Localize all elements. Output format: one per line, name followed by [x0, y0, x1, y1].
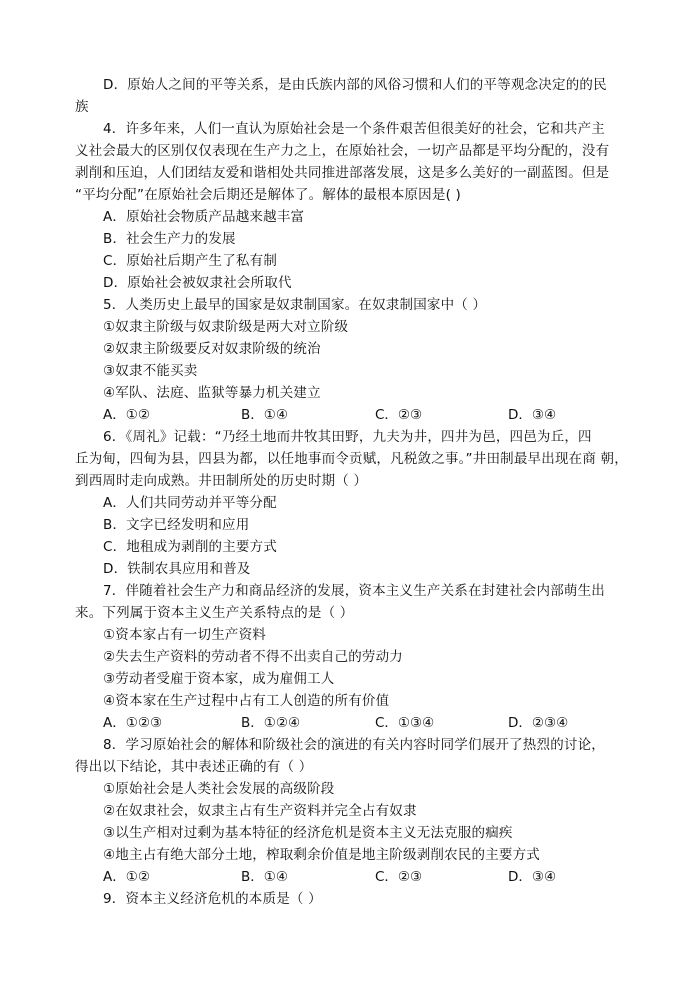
q4-stem-line-4: “平均分配”在原始社会后期还是解体了。解体的最根本原因是( )	[75, 187, 462, 203]
q4-stem-line-1: 4．许多年来，人们一直认为原始社会是一个条件艰苦但很美好的社会，它和共产主	[103, 121, 605, 137]
q5-option-d: D．③④	[508, 407, 557, 423]
q7-option-c: C．①③④	[375, 715, 435, 731]
q7-option-b: B．①②④	[241, 715, 301, 731]
q6-option-b: B．文字已经发明和应用	[103, 517, 250, 533]
q5-option-a: A．①②	[103, 407, 150, 423]
q8-item-3: ③以生产相对过剩为基本特征的经济危机是资本主义无法克服的痼疾	[103, 825, 513, 841]
q7-stem-line-1: 7．伴随着社会生产力和商品经济的发展，资本主义生产关系在封建社会内部萌生出	[103, 583, 605, 599]
q8-option-b: B．①④	[241, 869, 288, 885]
q7-option-d: D．②③④	[508, 715, 569, 731]
q8-stem-line-2: 得出以下结论，其中表述正确的有（ ）	[75, 759, 313, 775]
q5-option-c: C．②③	[375, 407, 423, 423]
q8-stem-line-1: 8．学习原始社会的解体和阶级社会的演进的有关内容时同学们展开了热烈的讨论，	[103, 737, 605, 753]
q6-stem-line-3: 到西周时走向成熟。井田制所处的历史时期（ ）	[75, 473, 368, 489]
q4-option-d: D．原始社会被奴隶社会所取代	[103, 275, 292, 291]
q6-stem-line-1: 6．《周礼》记载：“乃经土地而井牧其田野，九夫为井，四井为邑，四邑为丘，四	[103, 429, 592, 445]
q7-item-1: ①资本家占有一切生产资料	[103, 627, 267, 643]
q5-option-b: B．①④	[241, 407, 288, 423]
q5-item-4: ④军队、法庭、监狱等暴力机关建立	[103, 385, 321, 401]
q3-option-d: D．原始人之间的平等关系，是由氏族内部的风俗习惯和人们的平等观念决定的的民	[103, 77, 607, 93]
q8-option-a: A．①②	[103, 869, 150, 885]
q4-stem-line-2: 义社会最大的区别仅仅表现在生产力之上，在原始社会，一切产品都是平均分配的，没有	[75, 143, 610, 159]
q8-item-1: ①原始社会是人类社会发展的高级阶段	[103, 781, 335, 797]
q4-option-a: A．原始社会物质产品越来越丰富	[103, 209, 305, 225]
q5-item-2: ②奴隶主阶级要反对奴隶阶级的统治	[103, 341, 321, 357]
q3-option-d-cont: 族	[75, 99, 89, 115]
q7-option-a: A．①②③	[103, 715, 163, 731]
q6-option-c: C．地租成为剥削的主要方式	[103, 539, 278, 555]
q8-option-d: D．③④	[508, 869, 557, 885]
q7-item-2: ②失去生产资料的劳动者不得不出卖自己的劳动力	[103, 649, 404, 665]
q7-item-4: ④资本家在生产过程中占有工人创造的所有价值	[103, 693, 390, 709]
q5-item-1: ①奴隶主阶级与奴隶阶级是两大对立阶级	[103, 319, 349, 335]
q4-option-b: B．社会生产力的发展	[103, 231, 236, 247]
q4-option-c: C．原始社后期产生了私有制	[103, 253, 278, 269]
q6-option-d: D．铁制农具应用和普及	[103, 561, 251, 577]
q9-stem: 9．资本主义经济危机的本质是（ ）	[103, 891, 322, 907]
q5-item-3: ③奴隶不能买卖	[103, 363, 198, 379]
q7-item-3: ③劳动者受雇于资本家，成为雇佣工人	[103, 671, 335, 687]
q7-stem-line-2: 来。下列属于资本主义生产关系特点的是（ ）	[75, 605, 354, 621]
q6-option-a: A．人们共同劳动并平等分配	[103, 495, 277, 511]
q6-stem-line-2: 丘为甸，四甸为县，四县为都，以任地事而令贡赋，凡税敛之事。”井田制最早出现在商 朝，	[75, 451, 628, 467]
q5-stem: 5．人类历史上最早的国家是奴隶制国家。在奴隶制国家中（ ）	[103, 297, 487, 313]
q4-stem-line-3: 剥削和压迫，人们团结友爱和谐相处共同推进部落发展，这是多么美好的一副蓝图。但是	[75, 165, 610, 181]
q8-option-c: C．②③	[375, 869, 423, 885]
q8-item-4: ④地主占有绝大部分土地，榨取剩余价值是地主阶级剥削农民的主要方式	[103, 847, 541, 863]
q8-item-2: ②在奴隶社会，奴隶主占有生产资料并完全占有奴隶	[103, 803, 417, 819]
